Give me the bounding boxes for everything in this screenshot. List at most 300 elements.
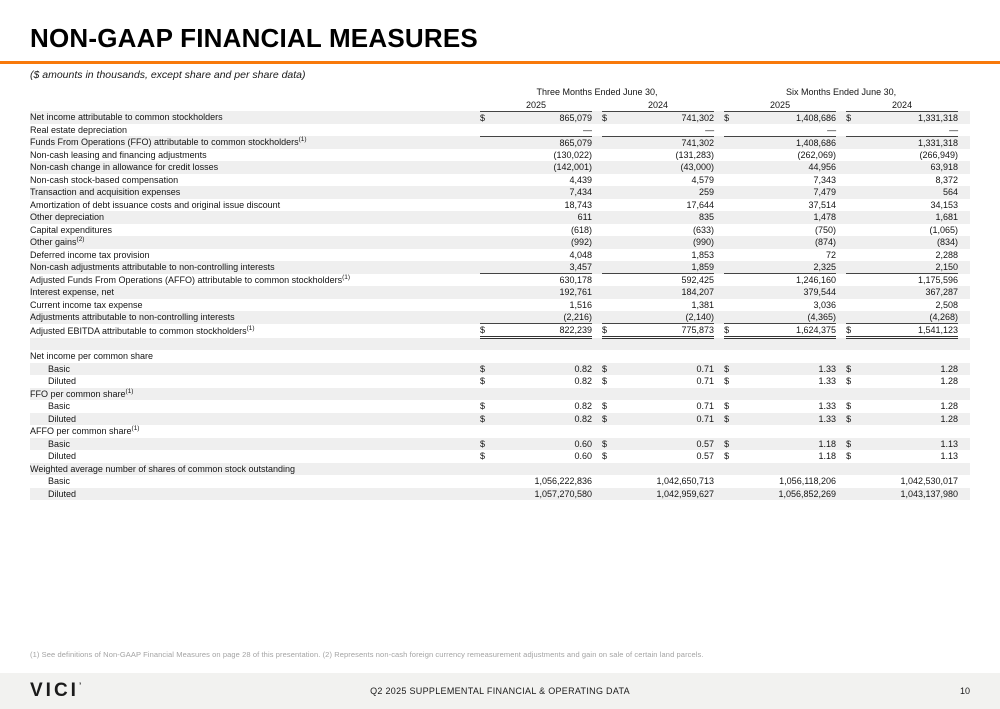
currency-symbol-cell [724,261,742,274]
row-label: Funds From Operations (FFO) attributable to common stockholders$^{(1)}$ [30,136,480,149]
gap-cell [958,338,970,351]
value-cell: 1,516 [569,299,592,310]
gap-cell [592,261,602,274]
accent-rule [0,61,1000,64]
value-cell: 1.33 [742,413,836,426]
table-row [30,400,970,413]
currency-symbol-cell [480,199,498,212]
currency-symbol-cell [602,236,620,249]
value-cell: 1.13 [864,438,958,451]
row-label: Non-cash change in allowance for credit losses [30,161,480,174]
gap-cell [714,136,724,149]
value-cell: 865,079 [498,111,592,124]
gap-cell [836,375,846,388]
gap-cell [714,425,724,438]
currency-symbol-cell [846,475,864,488]
value-cell: (834) [864,236,958,249]
currency-symbol-cell [724,475,742,488]
row-label: Non-cash adjustments attributable to non-controlling interests [30,261,480,274]
table-row [30,286,970,299]
gap-cell [836,149,846,162]
gap-cell [836,286,846,299]
value-cell: 1,859 [620,261,714,274]
value-cell: 1,057,270,580 [498,488,592,501]
gap-cell [958,299,970,312]
currency-symbol-cell: $ [480,324,498,338]
value-cell: 34,153 [930,199,959,210]
currency-symbol-cell [480,211,498,224]
currency-symbol-cell [480,161,498,174]
value-cell [864,425,958,438]
currency-symbol-cell [602,311,620,324]
spacer-cell [714,86,724,99]
value-cell [742,388,836,401]
currency-symbol-cell: $ [846,401,852,412]
currency-symbol-cell [724,388,742,401]
gap-cell [714,111,724,124]
currency-symbol-cell: $ [602,451,608,462]
currency-symbol-cell: $ [846,376,852,387]
spacer-cell [836,99,846,112]
gap-cell [592,249,602,262]
value-cell: 630,178 [559,275,592,285]
gap-cell [592,450,602,463]
row-label: Transaction and acquisition expenses [30,186,480,199]
currency-symbol-cell: $ [724,363,742,376]
row-label: Diluted [30,488,480,501]
gap-cell [836,425,846,438]
gap-cell [714,324,724,338]
table-row [30,174,970,187]
value-cell: 1,541,123 [864,324,958,338]
spacer-cell [958,99,970,112]
value-cell: 1.28 [864,413,958,426]
currency-symbol-cell [480,425,498,438]
gap-cell [958,224,970,237]
units-note: ($ amounts in thousands, except share and per share data) [30,69,306,81]
currency-symbol-cell [480,149,498,162]
row-label: Real estate depreciation [30,124,128,135]
gap-cell [836,450,846,463]
table-row [30,161,970,174]
table-row [30,324,970,338]
row-label: Amortization of debt issuance costs and original issue discount [30,199,281,210]
value-cell: 564 [864,186,958,199]
currency-symbol-cell [846,149,864,162]
currency-symbol-cell: $ [846,324,864,338]
gap-cell [958,400,970,413]
gap-cell [592,161,602,174]
row-label: Adjusted Funds From Operations (AFFO) attributable to common stockholders$^{(1)}$ [30,273,351,285]
value-cell: 1,408,686 [742,111,836,124]
value-cell: 1,478 [742,211,836,224]
value-cell: (266,949) [919,149,959,160]
row-label: Non-cash leasing and financing adjustments [30,149,207,160]
vici-logo: $VICI^ʼ$ [30,680,82,701]
currency-symbol-cell [846,211,864,224]
table-row [30,488,970,501]
value-cell: 1,056,222,836 [534,476,592,487]
value-cell: (142,001) [498,161,592,174]
gap-cell [592,236,602,249]
table-row [30,261,970,274]
value-cell: 1,043,137,980 [864,488,958,501]
row-label: Basic [48,401,71,412]
spacer-cell [30,86,480,99]
footnote-ref: (1) [125,387,134,395]
currency-symbol-cell: $ [846,111,864,124]
currency-symbol-cell [846,186,864,199]
table-row [30,438,970,451]
value-cell: 63,918 [864,161,958,174]
spacer-cell [592,99,602,112]
row-label: Adjusted EBITDA attributable to common stockholders$^{(1)}$ [30,324,255,336]
value-cell: 1.18 [818,451,837,462]
gap-cell [592,413,602,426]
non-gaap-table [30,86,970,500]
table-row [30,475,970,488]
gap-cell [714,363,724,376]
currency-symbol-cell: $ [602,413,620,426]
currency-symbol-cell [602,488,620,501]
gap-cell [836,438,846,451]
row-label: Capital expenditures [30,224,113,235]
gap-cell [714,186,724,199]
currency-symbol-cell: $ [602,376,608,387]
table-row [30,274,970,287]
gap-cell [958,111,970,124]
gap-cell [958,363,970,376]
value-cell: (4,268) [864,311,958,324]
currency-symbol-cell [724,174,742,187]
gap-cell [958,324,970,338]
year-header-6m-2024: 2024 [846,99,958,112]
value-cell: 741,302 [620,111,714,124]
row-label: Basic [48,476,71,487]
value-cell: — [498,124,592,137]
value-cell [742,338,836,351]
value-cell: 1,042,959,627 [620,488,714,501]
gap-cell [592,463,602,476]
value-cell [498,350,592,363]
gap-cell [836,338,846,351]
gap-cell [836,249,846,262]
value-cell: 2,508 [935,299,959,310]
gap-cell [836,488,846,501]
currency-symbol-cell [724,425,742,438]
gap-cell [958,149,970,162]
gap-cell [836,463,846,476]
value-cell: 44,956 [742,161,836,174]
gap-cell [592,438,602,451]
gap-cell [714,388,724,401]
value-cell: 0.57 [696,451,715,462]
col-group-six-months: Six Months Ended June 30, [786,87,897,98]
gap-cell [836,211,846,224]
gap-cell [836,299,846,312]
gap-cell [592,375,602,388]
table-row [30,211,970,224]
table-row [30,375,970,388]
gap-cell [592,488,602,501]
row-label: Weighted average number of shares of common stock outstanding [30,463,480,476]
currency-symbol-cell: $ [724,324,742,338]
page-number: 10 [959,686,970,696]
value-cell: 0.71 [696,401,715,412]
currency-symbol-cell [602,249,620,262]
gap-cell [714,488,724,501]
gap-cell [592,400,602,413]
value-cell [498,388,592,401]
gap-cell [714,274,724,287]
gap-cell [836,174,846,187]
gap-cell [714,475,724,488]
value-cell [498,463,592,476]
gap-cell [958,286,970,299]
value-cell: 1,175,596 [918,275,959,285]
table-row [30,111,970,124]
value-cell: 37,514 [808,199,837,210]
currency-symbol-cell [602,124,620,137]
gap-cell [714,450,724,463]
gap-cell [836,261,846,274]
currency-symbol-cell [602,475,620,488]
value-cell [620,463,714,476]
currency-symbol-cell [480,350,498,363]
currency-symbol-cell: $ [480,111,498,124]
gap-cell [714,338,724,351]
currency-symbol-cell [846,124,864,137]
value-cell: 1.33 [818,401,837,412]
value-cell: 1,042,650,713 [656,476,715,487]
currency-symbol-cell: $ [480,438,498,451]
gap-cell [836,236,846,249]
currency-symbol-cell [480,186,498,199]
value-cell: 1.13 [940,451,959,462]
currency-symbol-cell [724,236,742,249]
row-label: Diluted [48,376,77,387]
gap-cell [714,149,724,162]
gap-cell [958,136,970,149]
footnote-ref: (2) [76,236,85,244]
currency-symbol-cell [724,488,742,501]
currency-symbol-cell [480,286,498,299]
value-cell [864,350,958,363]
currency-symbol-cell [480,224,498,237]
value-cell: 17,644 [686,199,715,210]
footnote-ref: (1) [342,273,351,281]
gap-cell [714,311,724,324]
table-row [30,363,970,376]
gap-cell [958,388,970,401]
gap-cell [836,311,846,324]
col-group-three-months: Three Months Ended June 30, [536,87,658,98]
row-label [30,338,480,351]
currency-symbol-cell [846,161,864,174]
currency-symbol-cell [846,425,864,438]
value-cell: 1.33 [818,376,837,387]
currency-symbol-cell: $ [846,413,864,426]
gap-cell [714,261,724,274]
gap-cell [958,413,970,426]
gap-cell [958,488,970,501]
table-row [30,388,970,401]
gap-cell [836,199,846,212]
table-row [30,136,970,149]
currency-symbol-cell [602,286,620,299]
gap-cell [958,350,970,363]
gap-cell [592,425,602,438]
gap-cell [592,324,602,338]
gap-cell [592,338,602,351]
value-cell: 0.82 [498,363,592,376]
currency-symbol-cell [724,149,742,162]
value-cell: 0.71 [696,376,715,387]
currency-symbol-cell [602,149,620,162]
gap-cell [836,413,846,426]
currency-symbol-cell: $ [480,451,486,462]
gap-cell [836,224,846,237]
footnote-ref: (1) [246,324,255,332]
value-cell: 8,372 [935,174,959,185]
value-cell [864,463,958,476]
currency-symbol-cell [724,136,742,149]
currency-symbol-cell [846,274,864,287]
gap-cell [592,475,602,488]
row-label: Non-cash stock-based compensation [30,174,179,185]
gap-cell [592,174,602,187]
value-cell: 1,624,375 [742,324,836,338]
value-cell: 0.57 [620,438,714,451]
value-cell: 1,331,318 [864,111,958,124]
year-header-3m-2025: 2025 [480,99,592,112]
currency-symbol-cell [602,211,620,224]
gap-cell [836,136,846,149]
gap-cell [958,425,970,438]
gap-cell [714,211,724,224]
currency-symbol-cell [480,249,498,262]
row-label: AFFO per common share$^{(1)}$ [30,425,140,437]
gap-cell [958,236,970,249]
gap-cell [592,286,602,299]
currency-symbol-cell: $ [602,401,608,412]
spacer-row [30,338,970,351]
currency-symbol-cell [724,299,742,312]
table-row [30,236,970,249]
gap-cell [592,363,602,376]
currency-symbol-cell [846,463,864,476]
row-label: Interest expense, net [30,286,480,299]
value-cell: 3,036 [813,299,837,310]
value-cell: 259 [620,186,714,199]
gap-cell [714,224,724,237]
value-cell: (750) [815,224,837,235]
value-cell: 0.82 [574,376,592,387]
currency-symbol-cell [724,199,742,212]
currency-symbol-cell [846,174,864,187]
value-cell: (874) [742,236,836,249]
currency-symbol-cell [480,388,498,401]
row-label: Net income attributable to common stockholders [30,111,480,124]
currency-symbol-cell [480,124,498,137]
value-cell: 611 [498,211,592,224]
row-label: Deferred income tax provision [30,249,150,260]
value-cell: 184,207 [620,286,714,299]
value-cell: 1,681 [864,211,958,224]
value-cell: (633) [693,224,715,235]
value-cell [620,350,714,363]
value-cell: 4,579 [691,174,715,185]
spacer-cell [958,86,970,99]
value-cell: (992) [498,236,592,249]
currency-symbol-cell: $ [602,111,620,124]
table-row [30,124,970,137]
gap-cell [714,199,724,212]
gap-cell [958,186,970,199]
gap-cell [958,124,970,137]
gap-cell [714,350,724,363]
gap-cell [958,438,970,451]
footer-bar [0,673,1000,709]
currency-symbol-cell [846,388,864,401]
value-cell: 0.82 [498,413,592,426]
gap-cell [592,299,602,312]
value-cell: 0.71 [620,413,714,426]
value-cell: 0.82 [574,401,592,412]
currency-symbol-cell [724,186,742,199]
currency-symbol-cell [602,274,620,287]
gap-cell [714,463,724,476]
currency-symbol-cell [602,425,620,438]
currency-symbol-cell [846,136,864,149]
value-cell [498,425,592,438]
row-label: Current income tax expense [30,299,143,310]
value-cell: 1,042,530,017 [900,476,959,487]
currency-symbol-cell: $ [846,451,852,462]
currency-symbol-cell: $ [724,438,742,451]
currency-symbol-cell [602,186,620,199]
value-cell: 2,325 [742,261,836,274]
currency-symbol-cell: $ [480,376,486,387]
row-label: Net income per common share [30,351,154,362]
footnote-ref: (1) [298,136,307,144]
value-cell: 1,056,118,206 [779,476,837,487]
gap-cell [592,149,602,162]
gap-cell [958,249,970,262]
gap-cell [592,111,602,124]
value-cell: 2,150 [864,261,958,274]
table-row [30,199,970,212]
gap-cell [714,438,724,451]
table-body [30,111,970,500]
currency-symbol-cell [846,350,864,363]
currency-symbol-cell [846,249,864,262]
value-cell: 4,048 [569,249,592,260]
gap-cell [836,350,846,363]
table-row [30,186,970,199]
currency-symbol-cell [724,286,742,299]
gap-cell [714,174,724,187]
row-label: FFO per common share$^{(1)}$ [30,388,480,401]
currency-symbol-cell: $ [480,363,498,376]
currency-symbol-cell: $ [846,438,864,451]
currency-symbol-cell: $ [602,438,620,451]
currency-symbol-cell [480,463,498,476]
table-row [30,299,970,312]
value-cell [620,388,714,401]
value-cell: 72 [826,249,837,260]
currency-symbol-cell: $ [602,324,620,338]
